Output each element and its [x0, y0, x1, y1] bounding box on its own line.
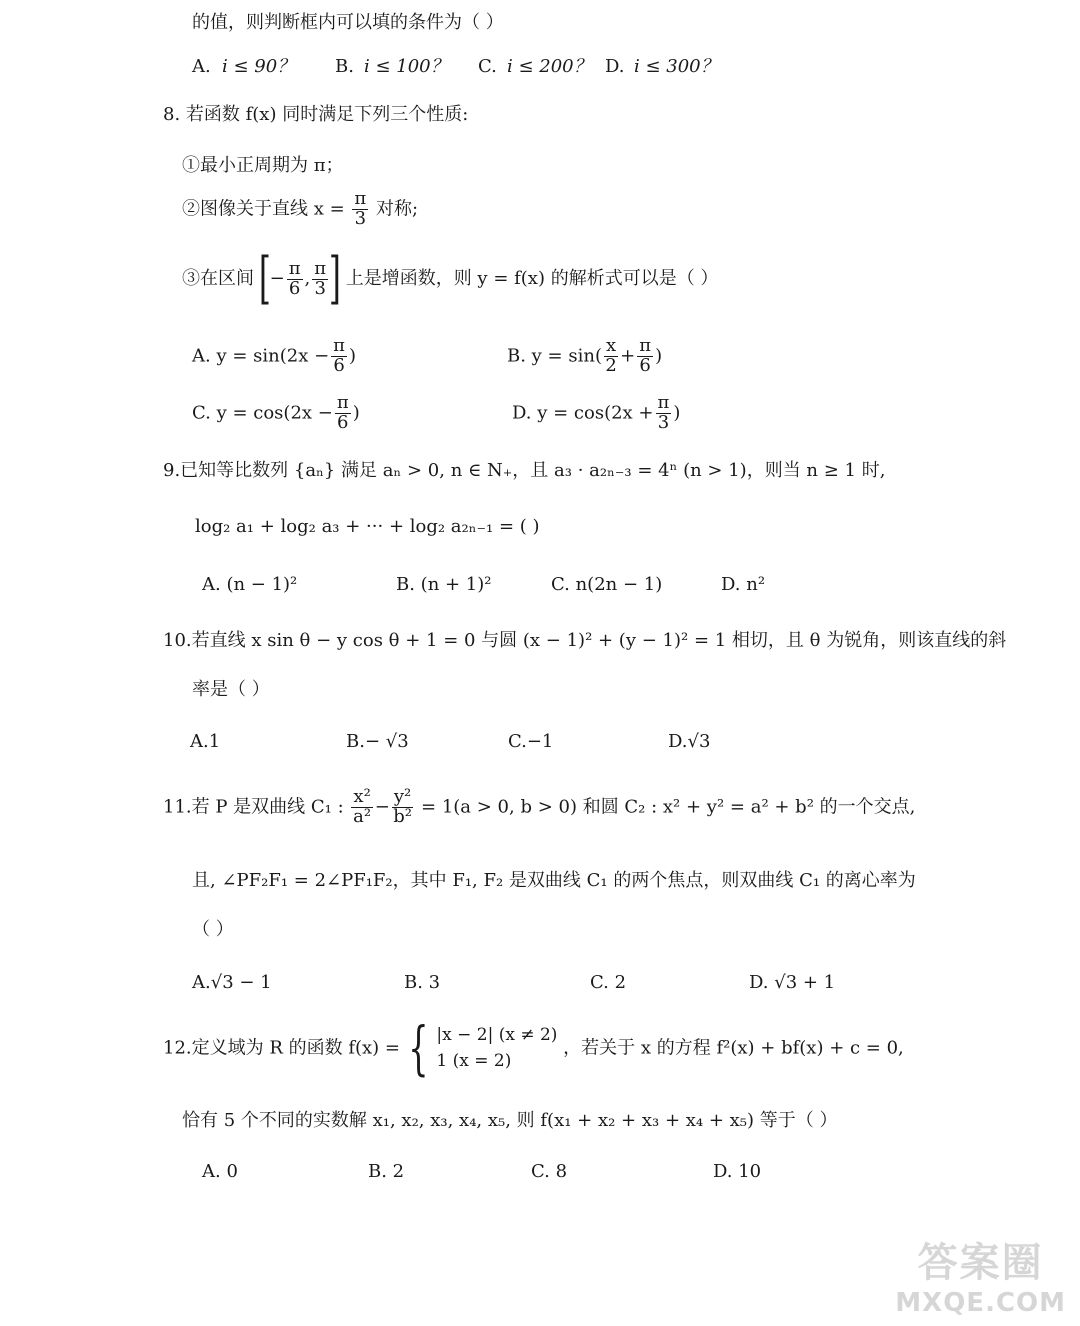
q10-option-c: C.−1 — [508, 731, 554, 752]
q12-option-b: B. 2 — [368, 1161, 405, 1182]
q7-option-d-label: D. — [605, 56, 625, 77]
q8-option-c: C. y = cos(2x − $\frac{\pi}{6}$ ) — [192, 392, 360, 433]
q11-stem-line2: 且, ∠PF₂F₁ = 2∠PF₁F₂，其中 F₁, F₂ 是双曲线 C₁ 的两个焦点，则双曲线 C₁ 的离心率为 — [192, 870, 916, 891]
q7-stem-tail: 的值，则判断框内可以填的条件为（ ） — [192, 12, 504, 33]
q12-option-a: A. 0 — [202, 1161, 238, 1182]
q8-property-1: ①最小正周期为 π； — [182, 155, 344, 176]
q8-option-d: D. y = cos(2x + $\frac{\pi}{3}$ ) — [512, 392, 681, 433]
piecewise-cases: |x − 2| (x ≠ 2) 1 (x = 2) — [436, 1025, 558, 1072]
q9-option-b: B. (n + 1)² — [396, 574, 492, 595]
watermark-logo — [895, 1231, 1066, 1318]
q9-option-d: D. n² — [721, 574, 766, 595]
q8-stem: 8. 若函数 f(x) 同时满足下列三个性质: — [163, 104, 469, 125]
q9-expression: log₂ a₁ + log₂ a₃ + ··· + log₂ a₂ₙ₋₁ = ( ) — [195, 516, 540, 537]
fraction-pi-over-3: $\frac{\pi}{3}$ — [354, 188, 367, 229]
q10-option-b: B.− √3 — [346, 731, 409, 752]
q8-option-b: B. y = sin( $\frac{x}{2}$ + $\frac{\pi}{6}$ ) — [507, 335, 663, 376]
q9-stem: 9.已知等比数列 {aₙ} 满足 aₙ > 0, n ∈ N₊，且 a₃ · a₂ₙ₋₃ = 4ⁿ (n > 1)，则当 n ≥ 1 时, — [163, 460, 886, 481]
q12-option-d: D. 10 — [713, 1161, 762, 1182]
q10-option-d: D.√3 — [668, 731, 711, 752]
q10-option-a: A.1 — [190, 731, 221, 752]
q8-property-2: ②图像关于直线 x = $\frac{\pi}{3}$ 对称; — [182, 188, 419, 229]
q7-option-c: i ≤ 200？ — [507, 56, 592, 77]
q9-option-c: C. n(2n − 1) — [551, 574, 663, 595]
q7-option-b-label: B. — [335, 56, 354, 77]
q7-option-a-label: A. — [192, 56, 211, 77]
q11-option-c: C. 2 — [590, 972, 627, 993]
q10-stem: 10.若直线 x sin θ − y cos θ + 1 = 0 与圆 (x − 1)² + (y − 1)² = 1 相切，且 θ 为锐角，则该直线的斜 — [163, 630, 1007, 651]
q11-answer-paren: （ ） — [192, 919, 234, 940]
watermark-text: 答案圈 — [917, 1240, 1044, 1286]
q8-option-a: A. y = sin(2x − $\frac{\pi}{6}$ ) — [192, 335, 357, 376]
q11-stem: 11.若 P 是双曲线 C₁ : $\frac{\text{x²}}{\text{a²}}$ − $\frac{\text{y²}}{\text{b²}}$ = 1(a > 0, b > 0) 和圆 C₂ : x² + y² = a² + b² 的一个交点, — [163, 786, 916, 827]
q12-option-c: C. 8 — [531, 1161, 568, 1182]
q11-option-b: B. 3 — [404, 972, 441, 993]
q7-option-d: i ≤ 300？ — [634, 56, 719, 77]
q10-stem-line2: 率是（ ） — [192, 679, 270, 700]
q7-option-a: i ≤ 90？ — [222, 56, 296, 77]
q12-stem-line2: 恰有 5 个不同的实数解 x₁, x₂, x₃, x₄, x₅, 则 f(x₁ + x₂ + x₃ + x₄ + x₅) 等于（ ） — [182, 1110, 838, 1131]
q8-property-3: ③在区间 [− $\frac{\pi}{6}$ , $\frac{\pi}{3}$ ] 上是增函数，则 y = f(x) 的解析式可以是（ ） — [182, 246, 719, 311]
q9-option-a: A. (n − 1)² — [202, 574, 298, 595]
q11-option-a: A.√3 − 1 — [192, 972, 272, 993]
q11-option-d: D. √3 + 1 — [749, 972, 836, 993]
q7-option-b: i ≤ 100？ — [364, 56, 449, 77]
q7-option-c-label: C. — [478, 56, 497, 77]
q12-stem: 12.定义域为 R 的函数 f(x) = { |x − 2| (x ≠ 2) 1 (x = 2) ，若关于 x 的方程 f²(x) + bf(x) + c = 0, — [163, 1014, 904, 1083]
watermark-url: MXQE.COM — [895, 1288, 1066, 1318]
